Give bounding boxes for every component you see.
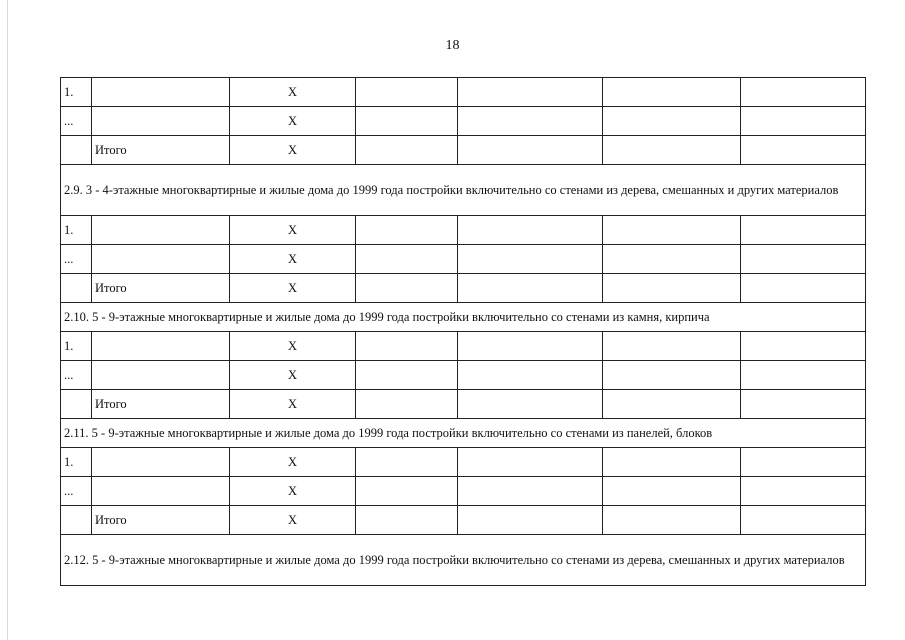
- empty-cell: [603, 332, 741, 361]
- row-name-cell: Итого: [92, 506, 230, 535]
- empty-cell: [356, 390, 458, 419]
- row-name-cell: [92, 216, 230, 245]
- empty-cell: [741, 477, 866, 506]
- row-number-cell: [61, 136, 92, 165]
- row-number-cell: 1.: [61, 216, 92, 245]
- table-row: [61, 477, 866, 506]
- scan-edge-line: [7, 0, 8, 640]
- empty-cell: [741, 78, 866, 107]
- empty-cell: [741, 274, 866, 303]
- row-name-cell: [92, 332, 230, 361]
- page-number: 18: [445, 38, 460, 53]
- empty-cell: [741, 390, 866, 419]
- row-number-cell: 1.: [61, 78, 92, 107]
- x-mark-cell: X: [230, 216, 356, 245]
- table-row: [61, 107, 866, 136]
- row-number-cell: ...: [61, 245, 92, 274]
- row-name-cell: [92, 361, 230, 390]
- x-mark-cell: X: [230, 136, 356, 165]
- empty-cell: [356, 274, 458, 303]
- x-mark-cell: X: [230, 245, 356, 274]
- empty-cell: [458, 78, 603, 107]
- empty-cell: [458, 332, 603, 361]
- table-row: [61, 136, 866, 165]
- empty-cell: [458, 361, 603, 390]
- section-heading-row: [61, 419, 866, 448]
- data-table: [60, 77, 866, 586]
- table-row: [61, 448, 866, 477]
- empty-cell: [458, 477, 603, 506]
- empty-cell: [356, 216, 458, 245]
- row-number-cell: [61, 390, 92, 419]
- x-mark-cell: X: [230, 390, 356, 419]
- table-row: [61, 78, 866, 107]
- empty-cell: [741, 245, 866, 274]
- x-mark-cell: X: [230, 361, 356, 390]
- empty-cell: [741, 448, 866, 477]
- empty-cell: [603, 448, 741, 477]
- empty-cell: [458, 506, 603, 535]
- empty-cell: [356, 245, 458, 274]
- row-name-cell: Итого: [92, 136, 230, 165]
- row-number-cell: [61, 506, 92, 535]
- empty-cell: [603, 477, 741, 506]
- empty-cell: [603, 78, 741, 107]
- x-mark-cell: X: [230, 332, 356, 361]
- empty-cell: [458, 274, 603, 303]
- empty-cell: [741, 216, 866, 245]
- row-number-cell: 1.: [61, 332, 92, 361]
- table-row: [61, 274, 866, 303]
- empty-cell: [356, 448, 458, 477]
- empty-cell: [603, 361, 741, 390]
- empty-cell: [356, 332, 458, 361]
- table-row: [61, 245, 866, 274]
- row-number-cell: [61, 274, 92, 303]
- row-name-cell: [92, 78, 230, 107]
- empty-cell: [356, 477, 458, 506]
- x-mark-cell: X: [230, 506, 356, 535]
- table-row: [61, 361, 866, 390]
- empty-cell: [603, 136, 741, 165]
- empty-cell: [603, 245, 741, 274]
- table-row: [61, 216, 866, 245]
- section-heading: 2.11. 5 - 9-этажные многоквартирные и жилые дома до 1999 года постройки включительно со стенами из панелей, блоков: [61, 419, 866, 448]
- empty-cell: [603, 506, 741, 535]
- empty-cell: [458, 390, 603, 419]
- row-number-cell: 1.: [61, 448, 92, 477]
- empty-cell: [458, 107, 603, 136]
- empty-cell: [458, 216, 603, 245]
- empty-cell: [741, 506, 866, 535]
- empty-cell: [458, 448, 603, 477]
- x-mark-cell: X: [230, 78, 356, 107]
- table-row: [61, 506, 866, 535]
- x-mark-cell: X: [230, 477, 356, 506]
- empty-cell: [741, 361, 866, 390]
- empty-cell: [458, 136, 603, 165]
- empty-cell: [741, 136, 866, 165]
- x-mark-cell: X: [230, 107, 356, 136]
- empty-cell: [741, 107, 866, 136]
- empty-cell: [603, 274, 741, 303]
- empty-cell: [356, 506, 458, 535]
- empty-cell: [603, 107, 741, 136]
- row-number-cell: ...: [61, 361, 92, 390]
- section-heading: 2.9. 3 - 4-этажные многоквартирные и жилые дома до 1999 года постройки включительно со стенами из дерева, смешанных и других материалов: [61, 165, 866, 216]
- row-name-cell: [92, 245, 230, 274]
- row-name-cell: [92, 448, 230, 477]
- x-mark-cell: X: [230, 274, 356, 303]
- row-number-cell: ...: [61, 107, 92, 136]
- empty-cell: [356, 107, 458, 136]
- section-heading: 2.10. 5 - 9-этажные многоквартирные и жилые дома до 1999 года постройки включительно со стенами из камня, кирпича: [61, 303, 866, 332]
- empty-cell: [458, 245, 603, 274]
- empty-cell: [356, 78, 458, 107]
- row-name-cell: [92, 477, 230, 506]
- table-row: [61, 390, 866, 419]
- section-heading-row: [61, 165, 866, 216]
- row-number-cell: ...: [61, 477, 92, 506]
- x-mark-cell: X: [230, 448, 356, 477]
- section-heading: 2.12. 5 - 9-этажные многоквартирные и жилые дома до 1999 года постройки включительно со стенами из дерева, смешанных и других материалов: [61, 535, 866, 586]
- row-name-cell: Итого: [92, 390, 230, 419]
- empty-cell: [741, 332, 866, 361]
- table-row: [61, 332, 866, 361]
- row-name-cell: Итого: [92, 274, 230, 303]
- section-heading-row: [61, 303, 866, 332]
- row-name-cell: [92, 107, 230, 136]
- empty-cell: [603, 216, 741, 245]
- empty-cell: [356, 361, 458, 390]
- empty-cell: [603, 390, 741, 419]
- empty-cell: [356, 136, 458, 165]
- section-heading-row: [61, 535, 866, 586]
